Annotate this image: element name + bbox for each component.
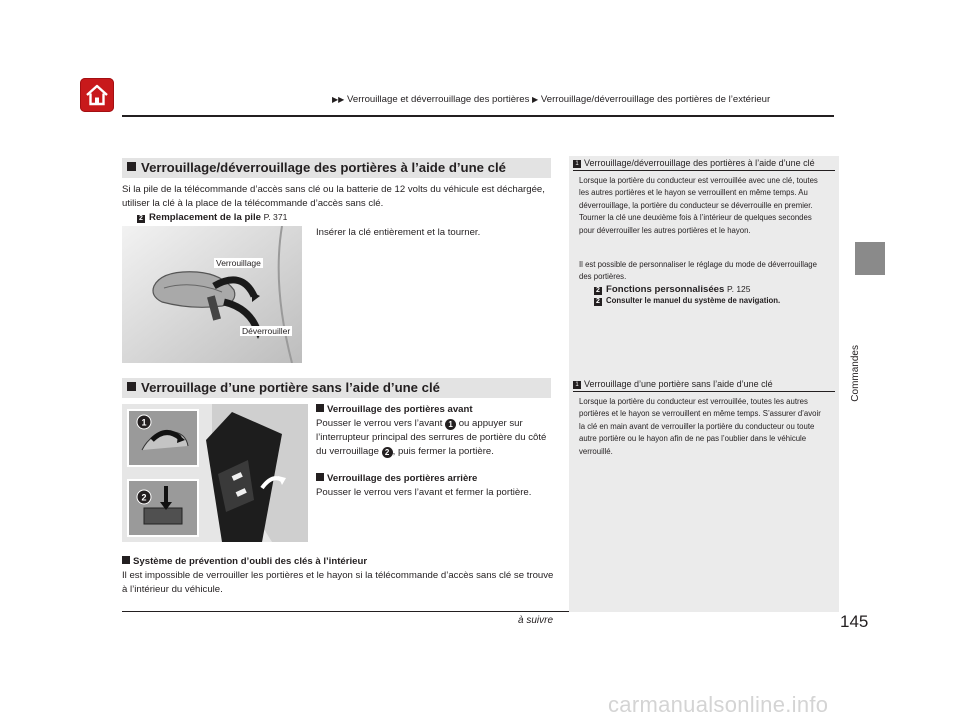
note-body-3: Lorsque la portière du conducteur est verrouillée, toutes les autres portières et le hayon se verrouillent en même temps. S’assurer d’avoir la clé en main avant de verrouiller la portière du conducteur ou toute autre portière ou le hayon afin de ne pas l’oublier dans le véhicule verrouillé. [579,397,821,456]
note-body-2: Il est possible de personnaliser le réglage du mode de déverrouillage des portières. [579,260,817,282]
reference-icon: 2 [594,298,602,306]
subsection-key-prevention [122,556,367,567]
ref-label: Remplacement de la pile [149,212,261,223]
ref-label: Fonctions personnalisées [606,284,725,295]
section1-intro: Si la pile de la télécommande d’accès sans clé ou la batterie de 12 volts du véhicule est déchargée, utiliser la clé à la place de la télécommande d’accès sans clé. [122,184,545,210]
continued-label: à suivre [518,615,554,626]
subsection-front-doors [316,404,473,415]
door-lock-figure [122,404,308,542]
page-number: 145 [840,612,869,631]
note-ref-custom[interactable] [594,284,751,295]
chapter-tab-marker[interactable] [855,242,885,275]
door-interior-illustration [122,404,308,542]
ref-label: Consulter le manuel du système de navigation. [606,296,781,305]
home-button[interactable] [80,78,114,112]
section-header-no-key [122,378,551,398]
breadcrumb-link-1[interactable]: Verrouillage et déverrouillage des portières [346,94,530,105]
note-title-text: Verrouillage/déverrouillage des portières à l’aide d’une clé [584,158,815,168]
subsection-title: Verrouillage des portières arrière [327,473,478,484]
step-2-badge: 2 [382,447,393,458]
front-text-part-a: Pousser le verrou vers l’avant [316,418,443,429]
breadcrumb-link-2[interactable]: Verrouillage/déverrouillage des portières de l’extérieur [540,94,771,105]
footer-divider [122,611,569,612]
note-title-2 [573,379,773,389]
section-title: Verrouillage/déverrouillage des portières à l’aide d’une clé [141,160,506,175]
header-divider [122,115,834,117]
section-title: Verrouillage d’une portière sans l’aide d’une clé [141,380,441,395]
door-handle-illustration [122,226,302,363]
subsection-title: Système de prévention d’oubli des clés à l’intérieur [133,556,368,567]
ref-page: P. 371 [263,212,288,222]
note-body-1: Lorsque la portière du conducteur est verrouillée avec une clé, toutes les autres portières et le hayon se verrouillent en même temps. Au déverrouillage, la portière du conducteur se déverrouille en premier. Tourner la clé une deuxième fois à l’intérieur de quelques secondes pour déverrouiller les autres portières et le hayon. [579,176,818,235]
breadcrumb-arrow-icon: ▶ [532,95,539,104]
key-prevention-text: Il est impossible de verrouiller les portières et le hayon si la télécommande d’accès sans clé se trouve à l’intérieur du véhicule. [122,570,554,596]
breadcrumb [332,94,770,105]
ref-page: P. 125 [727,284,751,294]
bullet-square-icon [127,382,136,391]
bullet-square-icon [316,473,324,481]
bullet-square-icon [127,162,136,171]
note-icon: 1 [573,160,581,168]
subsection-title: Verrouillage des portières avant [327,404,473,415]
bullet-square-icon [316,404,324,412]
reference-icon: 2 [137,215,145,223]
reference-battery-replacement[interactable] [137,212,287,223]
home-icon [83,81,111,109]
note-icon: 1 [573,381,581,389]
svg-text:1: 1 [141,417,147,428]
step-1-badge: 1 [445,419,456,430]
section1-instruction: Insérer la clé entièrement et la tourner. [316,227,481,238]
rear-doors-text: Pousser le verrou vers l’avant et fermer la portière. [316,487,532,498]
note-divider [573,391,835,392]
reference-icon: 2 [594,287,602,295]
front-text-part-c: , puis fermer la portière. [392,446,494,458]
watermark: carmanualsonline.info [608,692,829,717]
subsection-rear-doors [316,473,477,484]
note-ref-navigation[interactable] [594,296,780,306]
note-title-1 [573,158,815,168]
front-text-part-b: ou appuyer sur l’interrupteur principal des serrures de portière du côté du verrouillage [316,418,547,458]
figure-label-unlock: Déverrouiller [242,326,291,336]
figure-label-lock: Verrouillage [216,258,261,268]
svg-text:2: 2 [141,492,147,503]
breadcrumb-arrow-icon: ▶▶ [332,95,345,104]
note-title-text: Verrouillage d’une portière sans l’aide d’une clé [584,379,773,389]
bullet-square-icon [122,556,130,564]
key-door-figure [122,226,302,363]
front-doors-text [316,417,554,460]
section-header-key [122,158,551,178]
chapter-tab-label: Commandes [850,345,861,402]
note-divider [573,170,835,171]
